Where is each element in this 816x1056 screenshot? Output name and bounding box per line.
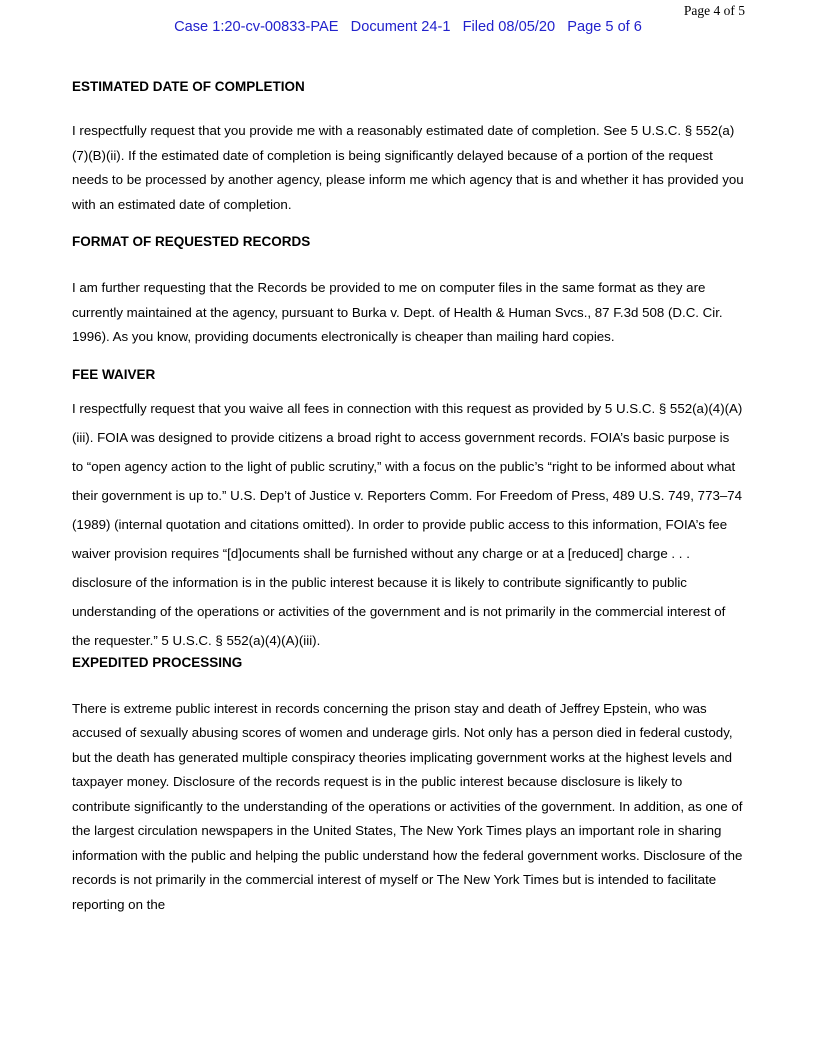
case-filing-stamp: Case 1:20-cv-00833-PAE Document 24-1 Filed 08/05/20 Page 5 of 6 <box>174 19 642 35</box>
section-paragraph-expedited: There is extreme public interest in records concerning the prison stay and death of Jeffrey Epstein, who was accused of sexually abusing scores of women and underage girls. Not only has a person died in federal custody, but the death has generated multiple conspiracy theories implicating government works at the highest levels and taxpayer money. Disclosure of the records request is in the public interest because disclosure is likely to contribute significantly to the understanding of the operations or activities of the government. In addition, as one of the largest circulation newspapers in the United States, The New York Times plays an important role in sharing information with the public and helping the public understand how the federal government works. Disclosure of the records is not primarily in the commercial interest of myself or The New York Times but is intended to facilitate reporting on the <box>72 700 743 912</box>
section-fee-waiver <box>72 367 744 655</box>
section-paragraph-estimated-date: I respectfully request that you provide me with a reasonably estimated date of completion. See 5 U.S.C. § 552(a)(7)(B)(ii). If the estimated date of completion is being significantly delayed because of a portion of the request needs to be processed by another agency, please inform me which agency that is and whether it has provided you with an estimated date of completion. <box>72 123 744 212</box>
section-heading-expedited: EXPEDITED PROCESSING <box>72 654 243 670</box>
page-indicator: Page 4 of 5 <box>683 3 745 18</box>
section-paragraph-fee-waiver: I respectfully request that you waive all fees in connection with this request as provided by 5 U.S.C. § 552(a)(4)(A)(iii). FOIA was designed to provide citizens a broad right to access government records. FOIA’s basic purpose is to “open agency action to the light of public scrutiny,” with a focus on the public’s “right to be informed about what their government is up to.” U.S. Dep’t of Justice v. Reporters Comm. For Freedom of Press, 489 U.S. 749, 773–74 (1989) (internal quotation and citations omitted). In order to provide public access to this information, FOIA’s fee waiver provision requires “[d]ocuments shall be furnished without any charge or at a [reduced] charge . . . disclosure of the information is in the public interest because it is likely to contribute significantly to public understanding of the operations or activities of the government and is not primarily in the commercial interest of the requester.” 5 U.S.C. § 552(a)(4)(A)(iii). <box>72 400 743 648</box>
section-paragraph-format: I am further requesting that the Records be provided to me on computer files in the same format as they are currently maintained at the agency, pursuant to Burka v. Dept. of Health & Human Svcs., 87 F.3d 508 (D.C. Cir. 1996). As you know, providing documents electronically is cheaper than mailing hard copies. <box>72 280 723 344</box>
section-heading-fee-waiver: FEE WAIVER <box>72 366 156 382</box>
section-format-of-requested-records <box>72 234 744 350</box>
section-estimated-date-of-completion <box>72 79 744 217</box>
document-body <box>0 79 816 917</box>
section-expedited-processing <box>72 655 744 918</box>
section-heading-format: FORMAT OF REQUESTED RECORDS <box>72 234 311 249</box>
section-heading-estimated-date: ESTIMATED DATE OF COMPLETION <box>72 79 305 94</box>
